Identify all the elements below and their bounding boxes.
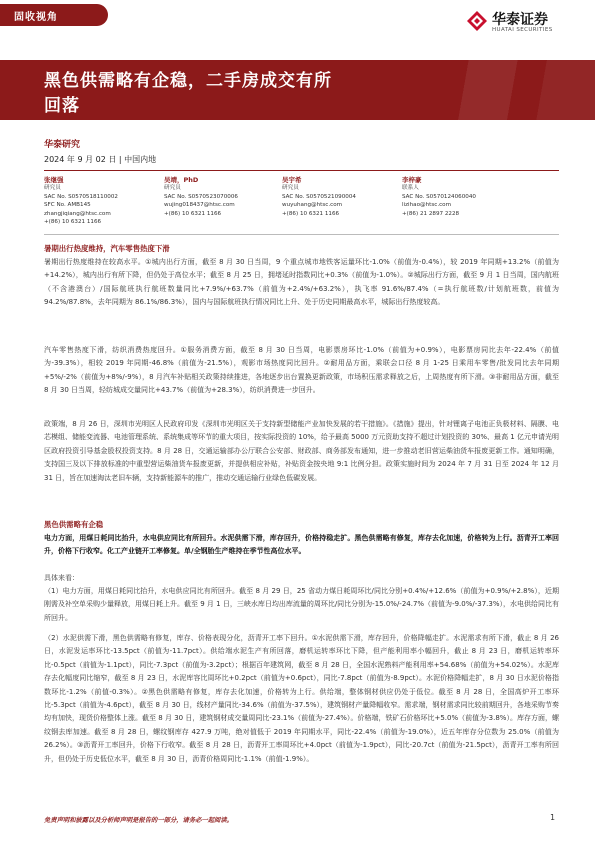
report-title-line-1: 黑色供需略有企稳，二手房成交有所 [44,71,332,91]
author-phone: +(86) 21 2897 2228 [402,210,460,217]
author-sfc: SFC No. AMB145 [44,202,91,209]
author-sac: SAC No. S0570124060040 [402,193,476,200]
author-role: 联系人 [402,185,419,192]
divider [44,170,559,171]
paragraph-policy: 政策端，8 月 26 日，深圳市光明区人民政府印发《深圳市光明区关于支持新型储能产业加快发展的若干措施》。《措施》提出，针对锂离子电池正负极材料、隔膜、电芯模组、储能变流器、电池管理系统、系统集成等环节的重大项目，按实际投资的 10%，给予最高 5000 万元资助支持不超过计划投资的 30%、最高 1 亿元申请光明区政府投资引导基金股权投资支持。8 月 28 日，交通运输部办公厅联合公安部、财政部、商务部发布通知，进一步推动老旧营运柴油货车报废更新工作。通知明确，支持国三及以下排放标准的中重型营运柴油货车报废更新，并提供相应补贴，补贴资金按央地 9:1 比例分担。政策实施时间为 2024 年 7 月 31 日至 2024 年 12 月 31 日，旨在加速淘汰老旧车辆，支持新能源车的推广，推动交通运输行业绿色低碳发展。 [44,420,559,482]
author-role: 研究员 [44,185,61,192]
author-email[interactable]: zhangjiqiang@htsc.com [44,210,111,217]
research-brand: 华泰研究 [44,140,81,150]
author-name: 吴宇希 [282,176,302,184]
author-email[interactable]: lizihao@htsc.com [402,202,452,209]
date-region-line [44,154,156,165]
author-email[interactable]: wuyuhang@htsc.com [282,202,343,209]
author-role: 研究员 [164,185,181,192]
author-name: 李梓豪 [402,176,422,184]
divider [44,234,559,235]
author-phone: +(86) 10 6321 1166 [44,219,102,226]
author-role: 研究员 [282,185,299,192]
paragraph-power: （1）电力方面，用煤日耗同比抬升，水电供应同比有所回升。截至 8 月 29 日，25 省动力煤日耗周环比/同比分别+0.4%/+12.6%（前值为+0.9%/+2.8%），近期刚需及补空单采购少量释放，用煤日耗上升。截至 9 月 1 日，三峡水库日均出库流量的周环比/同比分别为-15.0%/-24.7%（前值为-9.0%/-37.3%），水电供给同比有所回升。 [44,587,559,622]
author-card [402,176,552,218]
author-phone: +(86) 10 6321 1166 [282,210,340,217]
author-name: 吴靖，PhD [164,176,199,184]
paragraph-consumption: 汽车零售热度下滑，纺织消费热度回升。①服务消费方面，截至 8 月 30 日当周，电影票房环比-1.0%（前值为+0.9%），电影票房同比去年-22.4%（前值为-39.3%），相较 2019 年同期-46.8%（前值为-21.5%），观影市场热度同比回升。②耐用品方面，乘联会口径 8 月 1-25 日乘用车零售/批发同比去年同期+5%/-2%（前值为+8%/-9%），8 月汽车补贴相关政策持续推进，各地逐步出台置换更新政策，市场积压需求释放之后，上周热度有所下滑。③非耐用品方面，截至 8 月 30 日当周，轻纺城成交量同比+43.7%（前值为+28.3%），纺织消费进一步回升。 [44,346,559,395]
author-email[interactable]: wujing018437@htsc.com [164,202,235,209]
report-title-line-2: 回落 [44,96,80,116]
page-number: 1 [550,813,556,822]
report-category-label: 固收视角 [14,12,58,23]
paragraph-travel: 暑期出行热度维持在较高水平。①城内出行方面，截至 8 月 30 日当周，9 个重点城市地铁客运量环比-1.0%（前值为-0.4%），较 2019 年同期+13.2%（前值为+14.2%），城内出行有所下降，但仍处于高位水平；截至 8 月 25 日，拥堵延时指数同比+0.3%（前值为-1.0%）。②城际出行方面，截至 9 月 1 日当周，国内航班（不含港澳台）/国际航班执行航班数量同比+7.9%/+63.7%（前值为+2.4%/+63.2%），执飞率 91.6%/87.4%（=执行航班数/计划航班数，前值为94.2%/87.8%，去年同期为 86.1%/86.3%），国内与国际航班执行情况同比上升、处于历史同期最高水平，城际出行热度较高。 [44,258,559,307]
logo-name-en: HUATAI SECURITIES [492,27,553,33]
section-heading: 黑色供需略有企稳 [44,520,104,529]
author-phone: +(86) 10 6321 1166 [164,210,222,217]
author-sac: SAC No. S0570521090004 [282,193,356,200]
paragraph-intro: 具体来看： [44,574,79,582]
paragraph-materials: （2）水泥供需下滑，黑色供需略有修复，库存、价格表现分化，沥青开工率下回升。①水泥供需下滑，库存回升，价格降幅走扩。水泥需求有所下滑，截止 8 月 26 日，水泥发运率环比-13.5pct（前值为-11.7pct）。供给端水泥生产有所回落，磨机运转率环比下降，但产能利用率小幅回升，截止 8 月 23 日，磨机运转率环比-0.5pct（前值为-1.1pct），同比-7.3pct（前值为-3.2pct）；根据百年建筑网，截至 8 月 28 日，全国水泥熟料产能利用率+54.68%（前值为+54.02%）。水泥库存去化幅度同比缩窄，截至 8 月 23 日，水泥库容比周环比+0.2pct（前值为+0.6pct），同比-7.8pct（前值为-8.9pct）。水泥价格降幅走扩，8 月 30 日水泥价格指数环比-1.2%（前值-0.3%）。②黑色供需略有修复，库存去化加速，价格转为上行。供给端，整体钢材供应仍处于低位。截至 8 月 28 日，全国高炉开工率环比-5.3pct（前值为-4.6pct），截至 8 月 30 日，线材产量同比-34.6%（前值为-37.5%），建筑钢材产量降幅收窄。需求端，钢材需求同比较前期回升，各地采购节奏均有加快，现货价格整体上涨。截至 8 月 30 日，建筑钢材成交量周同比-23.1%（前值为-27.4%）。价格端，铁矿石价格环比+5.0%（前值为-3.8%）。库存方面，螺纹钢去库加速。截至 8 月 28 日，螺纹钢库存 427.9 万吨，绝对值低于 2019 年同期水平，同比-22.4%（前值为-19.0%），近五年库存分位数为 25.0%（前值为 26.2%）。③沥青开工率回升，价格下行收窄。截至 8 月 28 日，沥青开工率周环比+4.0pct（前值为-1.9pct），同比-20.7ct（前值为-21.5pct），沥青开工率有所回升，但仍处于历史低位水平，截至 8 月 30 日，沥青价格周同比-1.1%（前值-1.9%）。 [44,634,559,763]
section-heading: 暑期出行热度维持，汽车零售热度下滑 [44,244,170,253]
paragraph-summary: 电力方面，用煤日耗同比抬升，水电供应同比有所回升。水泥供需下滑，库存回升，价格持稳走扩。黑色供需略有修复，库存去化加速，价格转为上行。沥青开工率回升，价格下行收窄。化工产业链开工率修复。单/全钢胎生产维持在季节性高位水平。 [44,534,559,556]
banner-decoration [410,60,595,120]
author-sac: SAC No. S0570523070006 [164,193,238,200]
huatai-logo-icon [466,10,488,32]
logo-name-cn: 华泰证券 [492,12,548,28]
report-date: 2024 年 9 月 02 日 [44,155,117,164]
report-region: 中国内地 [124,155,157,164]
date-separator: | [118,155,125,164]
author-sac: SAC No. S0570518110002 [44,193,118,200]
footer-disclaimer: 免责声明和披露以及分析师声明是报告的一部分，请务必一起阅读。 [44,817,233,824]
author-name: 张继强 [44,176,64,184]
report-title [44,69,404,119]
